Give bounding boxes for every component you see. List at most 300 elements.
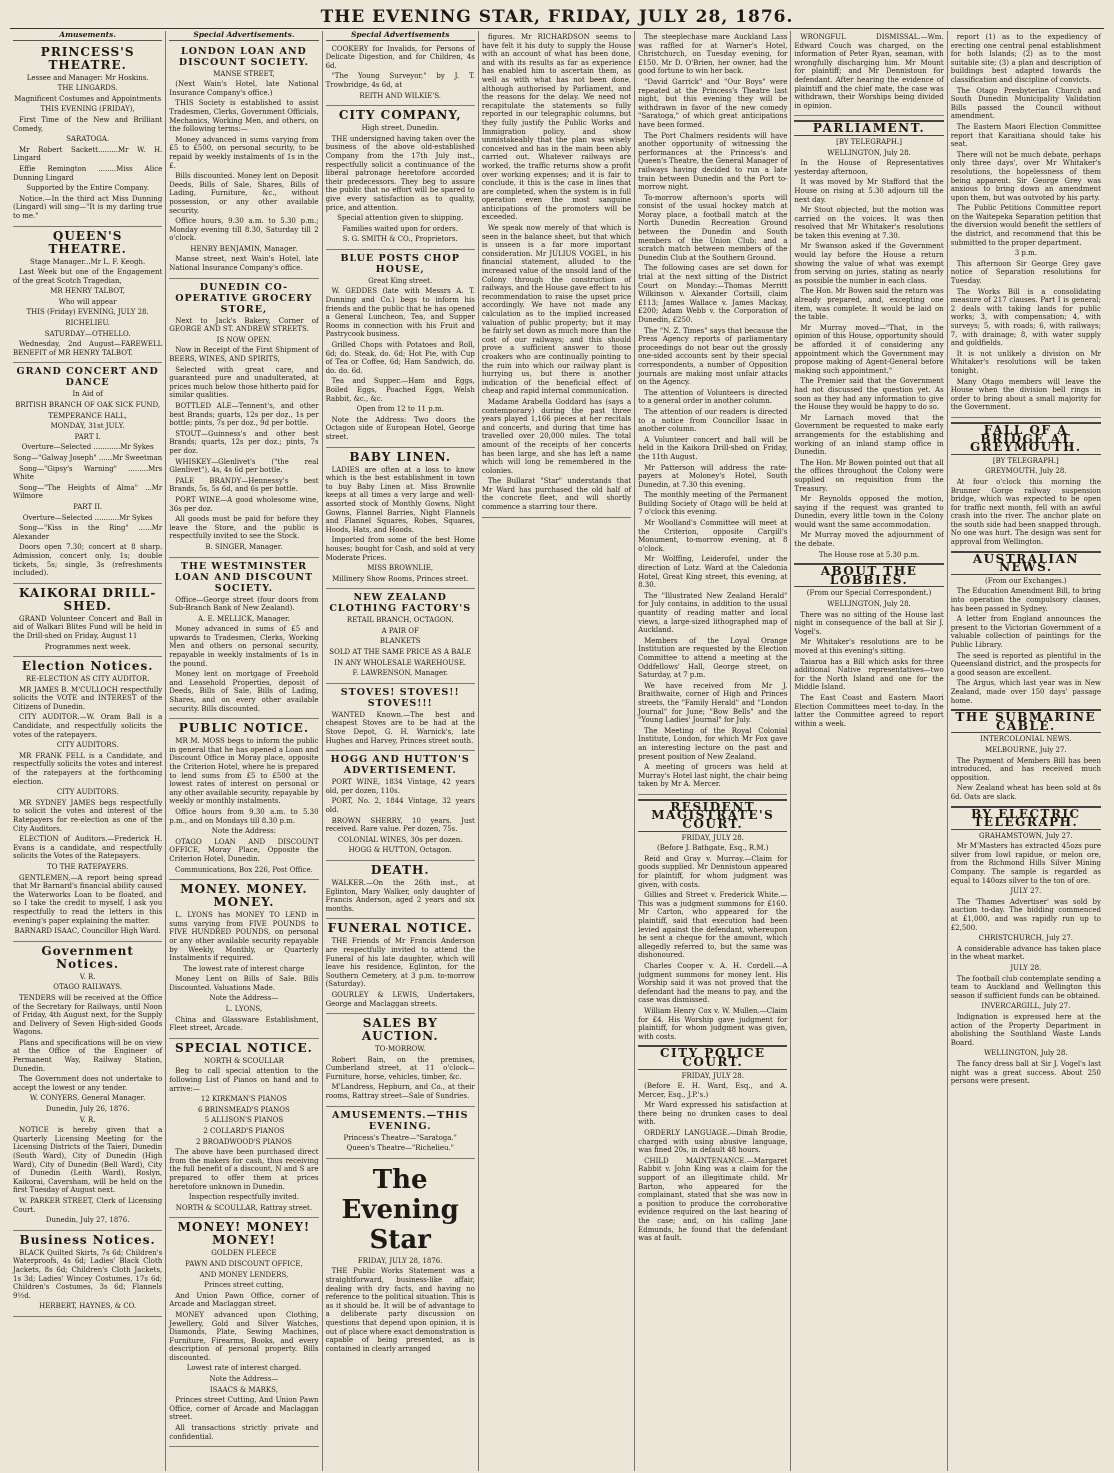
advertisement: [794, 31, 943, 116]
text-line: Note the Address—: [209, 1375, 279, 1384]
text-line: OTAGO RAILWAYS.: [53, 983, 123, 992]
text-line: Charles Cooper v. A. H. Cordell.—A judgment summons for money lent. His Worship said it was not proved that the defendant had the means to pay, and the case was dismissed.: [638, 961, 788, 1005]
columns: [10, 31, 1104, 1471]
ad-heading: QUEEN'S THEATRE.: [48, 228, 127, 256]
text-line: The attention of Volunteers is directed to a general order in another column.: [638, 388, 788, 406]
text-line: CHILD MAINTENANCE.—Margaret Rabbit v. John King was a claim for the support of an illegitimate child. Mr Barton, who appeared for the complainant, stated that she was now in a position to produce the corroborative evidence required on the last hearing of the case; and, on his calling Jane Edmunds, he found that the defendant was at fault.: [638, 1156, 788, 1243]
text-line: MANSE STREET,: [213, 69, 275, 78]
text-line: INVERCARGILL, July 27.: [981, 1002, 1071, 1011]
text-line: FRIDAY, JULY 28, 1876.: [357, 1256, 443, 1265]
text-line: TEMPERANCE HALL,: [48, 411, 127, 420]
text-line: PART I.: [74, 432, 101, 441]
text-line: At four o'clock this morning the Brunner Gorge railway suspension bridge, which was expected to be open for traffic next month, fell with an awful crash into the river. The anchor plate on the south side had been snapped through. No one was hurt. The design was sent for approval from Wellington.: [950, 477, 1101, 547]
advertisement: [326, 1014, 475, 1107]
text-line: 6 BRINSMEAD'S PIANOS: [197, 1105, 290, 1114]
ad-heading: HOGG AND HUTTON'S ADVERTISEMENT.: [330, 754, 470, 777]
text-line: Song—"Galway Joseph" ......Mr Sweetman: [13, 454, 163, 462]
masthead: THE EVENING STAR, FRIDAY, JULY 28, 1876.: [320, 7, 794, 27]
text-line: Mr M'Masters has extracted 45ozs pure silver from Iowl rapidue, or melon ore, from the Richmond Hills Silver Mining Company. The sample is regarded as equal to 140ozs silver to the ton of ore.: [950, 842, 1101, 885]
text-line: RE-ELECTION AS CITY AUDITOR.: [25, 675, 150, 684]
advertisement: [169, 1039, 318, 1219]
text-line: Office—George street (four doors from Sub-Branch Bank of New Zealand).: [169, 595, 319, 613]
advertisement: [169, 719, 318, 880]
text-line: STOUT—Guinness's and other best Brands; quarts, 12s per doz.; pints, 7s per doz.: [169, 429, 319, 455]
advertisement: [13, 363, 162, 583]
text-line: MR FRANK FELL is a Candidate, and respectfully solicits the votes and interest of the ratepayers at the forthcoming election.: [13, 751, 163, 786]
news-section: [951, 422, 1101, 547]
text-line: The "Illustrated New Zealand Herald" for July contains, in addition to the usual quantity of reading matter and local views, a large-sized lithographed map of Auckland.: [638, 591, 788, 635]
ad-heading: CITY COMPANY,: [338, 108, 462, 123]
section-heading: RESIDENT MAGISTRATE'S COURT.: [638, 799, 787, 832]
news-section: [951, 709, 1101, 801]
advertisement: [13, 657, 162, 942]
advertisement: [13, 942, 162, 1231]
advertisement: [326, 250, 475, 448]
text-line: (Next Wain's Hotel, late National Insurance Company's office.): [169, 80, 319, 97]
column-4: [479, 31, 635, 1471]
ad-heading: KAIKORAI DRILL-SHED.: [18, 585, 157, 613]
ad-heading: THE WESTMINSTER LOAN AND DISCOUNT SOCIETY.: [174, 560, 314, 594]
text-line: GRAND Volunteer Concert and Ball in aid of Walkari Blites Fund will be held in the Drill-shed on Friday, August 11: [13, 614, 163, 640]
ad-heading: Government Notices.: [41, 943, 134, 971]
text-line: CITY AUDITOR.—W. Oram Ball is a Candidate, and respectfully solicits the votes of the ratepayers.: [13, 713, 163, 739]
text-line: In the House of Representatives yesterday afternoon,: [794, 159, 944, 176]
text-line: 2 BROADWOOD'S PIANOS: [195, 1137, 292, 1146]
text-line: Communications, Box 226, Post Office.: [174, 865, 313, 874]
text-line: A PAIR OF: [381, 626, 419, 635]
text-line: BARNARD ISAAC, Councillor High Ward.: [14, 927, 161, 936]
advertisement: [326, 1165, 475, 1354]
text-line: First Time of the New and Brilliant Comedy,: [13, 115, 163, 133]
text-line: Office hours, 9.30 a.m. to 5.30 p.m.; Monday evening till 8.30, Saturday till 2 o'clock.: [169, 217, 319, 243]
text-line: Special attention given to shipping.: [337, 214, 464, 223]
text-line: The Port Chalmers residents will have another opportunity of witnessing the performances at the Princess's and Queen's Theatre, the General Manager of railways having decided to run a late train between Dunedin and the Port to-morrow night.: [638, 131, 788, 192]
text-line: WALKER.—On the 26th inst., at Eglinton, Mary Walker, only daughter of Francis Anderson, aged 2 years and six months.: [325, 878, 475, 913]
advertisement: [13, 1231, 162, 1317]
text-line: The Payment of Members Bill has been introduced, and has received much opposition.: [950, 756, 1101, 782]
news-section: [638, 1045, 787, 1242]
advertisement: [169, 43, 318, 279]
column-2: [166, 31, 322, 1471]
text-line: BRITISH BRANCH OF OAK SICK FUND,: [15, 401, 161, 410]
text-line: PALE BRANDY—Hennessy's best Brands, 5s, 5s 6d, and 6s per bottle.: [169, 476, 319, 494]
text-line: In Aid of: [72, 390, 103, 399]
text-line: Madame Arabella Goddard has (says a contemporary) during the past three years played 1,166 pieces at her recitals and concerts, and during that time has travelled over 20,000 miles. The total amount of the receipts of her concerts has been large, and she has left a name which will long be remembered in the colonies.: [481, 397, 632, 475]
text-line: WELLINGTON, July 28.: [827, 600, 911, 609]
ad-heading: STOVES! STOVES!! STOVES!!!: [340, 686, 460, 709]
text-line: WELLINGTON, July 28.: [984, 1049, 1068, 1058]
advertisement: [169, 279, 318, 558]
text-line: Mr Woolland's Committee will meet at the Criterion, opposite Cargill's Monument, to-morrow evening, at 8 o'clock.: [638, 519, 788, 553]
text-line: The Hon. Mr Bowen pointed out that all the offices throughout the Colony were supplied on requisition from the Treasury.: [794, 458, 944, 493]
text-line: Lessee and Manager: Mr Hoskins.: [26, 73, 149, 82]
ad-heading: Election Notices.: [21, 659, 154, 674]
text-line: FRIDAY, JULY 28.: [681, 833, 744, 842]
text-line: IS NOW OPEN.: [216, 335, 272, 344]
text-line: Princess's Theatre—"Saratoga.": [343, 1133, 457, 1142]
text-line: The Otago Presbyterian Church and South Dunedin Municipality Validation Bills passed the Council without amendment.: [950, 86, 1101, 121]
text-line: GENTLEMEN,—A report being spread that Mr Barnard's financial ability caused the Waterworks Loan to be floated, and so I take the credit to myself, I ask you respectfully to read the letters in this evening's paper explaining the matter.: [13, 873, 163, 925]
ad-heading: GRAND CONCERT AND DANCE: [16, 366, 159, 389]
text-line: V. R.: [79, 972, 96, 981]
text-line: MISS BROWNLIE,: [367, 564, 434, 573]
news-section: [951, 806, 1101, 1086]
text-line: Money lent on mortgage of Freehold and Leasehold Properties, deposit of Deeds, Bills of Sale, Bills of Lading, Shares, and on every other available security. Bills discounted.: [169, 670, 319, 713]
ad-heading: NEW ZEALAND CLOTHING FACTORY'S: [329, 592, 472, 615]
text-line: Dunedin, July 27, 1876.: [45, 1216, 130, 1225]
news-section: [638, 799, 787, 1041]
text-line: Last Week but one of the Engagement of the great Scotch Tragedian,: [13, 268, 163, 285]
text-line: PART II.: [73, 502, 103, 511]
advertisement: [13, 227, 162, 364]
advertisement: [326, 589, 475, 684]
text-line: A Volunteer concert and ball will be held in the Kaikora Drill-shed on Friday, the 11th August.: [638, 435, 788, 461]
text-line: MONDAY, 31st JULY.: [50, 422, 125, 431]
text-line: Princes street cutting,: [204, 1281, 284, 1290]
text-line: THIS (Friday) EVENING, JULY 28.: [26, 308, 149, 317]
text-line: Mr Swanson asked if the Government would lay before the House a return showing the value of what was exempt from serving on juries, stating as nearly as possible the number in each class.: [794, 242, 944, 285]
text-line: GOURLEY & LEWIS, Undertakers, George and Maclaggan streets.: [325, 990, 475, 1008]
ad-heading: DEATH.: [370, 862, 430, 877]
text-line: MR SYDNEY JAMES begs respectfully to solicit the votes and interest of the Ratepayers for re-election as one of the City Auditors.: [13, 798, 163, 833]
text-line: BLACK Quilted Skirts, 7s 6d; Children's Waterproofs, 4s 6d; Ladies' Black Cloth Jackets, 8s 6d; Children's Cloth Jackets, 1s 3d; Ladies' Wincey Costumes, 17s 6d; Children's Costumes, 3s 6d; Flannels 9½d.: [13, 1248, 163, 1300]
text-line: This afternoon Sir George Grey gave notice of Separation resolutions for Tuesday.: [950, 259, 1101, 286]
text-line: COLONIAL WINES, 30s per dozen.: [337, 835, 463, 844]
text-line: CHRISTCHURCH, July 27.: [978, 934, 1074, 943]
text-line: It was moved by Mr Stafford that the House on rising at 5.30 adjourn till the next day.: [794, 178, 944, 204]
text-line: Taiaroa has a Bill which asks for three additional Native representatives—two for the North Island and one for the Middle Island.: [794, 657, 944, 692]
text-line: (From our Special Correspondent.): [806, 589, 932, 598]
text-line: Mr Murray moved the adjournment of the debate.: [794, 531, 944, 549]
text-line: All goods must be paid for before they leave the Store, and the public is respectfully invited to see the Stock.: [169, 515, 319, 541]
text-line: A meeting of grocers was held at Murray's Hotel last night, the chair being taken by Mr A. Mercer.: [638, 763, 788, 789]
text-line: WANTED Known.—The best and cheapest Stoves are to be had at the Stove Depot, G. H. Warnick's, late Hughes and Harvey, Princes street south.: [325, 710, 475, 745]
text-line: The Hon. Mr Bowen said the return was already prepared, and, excepting one item, was complete. It would be laid on the table.: [794, 287, 944, 322]
text-line: W. PARKER STREET, Clerk of Licensing Court.: [13, 1196, 163, 1214]
ad-heading: BLUE POSTS CHOP HOUSE,: [340, 252, 460, 275]
text-line: Beg to call special attention to the following List of Pianos on hand and to arrive:—: [169, 1067, 319, 1093]
text-line: SARATOGA.: [66, 135, 110, 144]
text-line: Plans and specifications will be on view at the Office of the Engineer of Permanent Way, Railway Station, Dunedin.: [13, 1038, 163, 1073]
text-line: Stage Manager...Mr L. F. Keogh.: [30, 257, 146, 266]
text-line: BROWN SHERRY, 10 years. Just received. Rare value. Per dozen, 75s.: [325, 816, 475, 834]
text-line: The Bullarat "Star" understands that Mr Ward has purchased the old half of the concrete fleet, and will shortly commence a starring tour there.: [481, 477, 632, 512]
text-line: THE LINGARDS.: [57, 84, 118, 93]
text-line: The seed is reported as plentiful in the Queensland district, and the prospects for a good season are excellent.: [950, 651, 1101, 677]
text-line: There will not be much debate, perhaps only three days', over Mr Whitaker's resolutions, the hopelessness of them being apparent. Sir George Grey was anxious to bring down an amendment upon them, but was outvoted by his party.: [950, 150, 1101, 202]
text-line: PORT WINE, 1834 Vintage, 42 years old, per dozen, 110s.: [325, 778, 475, 795]
text-line: Song—"Kiss in the Ring" ......Mr Alexander: [13, 524, 163, 541]
text-line: figures. Mr RICHARDSON seems to have felt it his duty to supply the House with an account of what has been done, and with its results as far as experience has enabled him to ascertain them, as well as with what has not been done, although authorised by Parliament, and the reasons for the delay. We need not recapitulate the statements so fully reported in our telegraphic columns, but they fully justify the Public Works and Immigration policy, and show unmistakeably that the plan was wisely conceived and has in the main been ably carried out. Whatever railways are worked, the traffic returns show a profit over working expenses; and it is fair to conclude, it this is the case in lines that are completed, when the system is in full operation even the most sanguine anticipations of the promoters will be exceeded.: [481, 33, 632, 222]
text-line: The attention of our readers is directed to a notice from Councillor Isaac in another column.: [638, 407, 788, 434]
text-line: It is not unlikely a division on Mr Whitaker's resolutions will be taken tonight.: [950, 349, 1101, 375]
text-line: The monthly meeting of the Permanent Building Society of Otago will be held at 7 o'clock this evening.: [638, 491, 788, 517]
advertisement: [482, 31, 631, 518]
text-line: All transactions strictly private and confidential.: [169, 1424, 319, 1441]
text-line: The fancy dress ball at Sir J. Vogel's last night was a great success. About 250 persons were present.: [950, 1059, 1101, 1086]
section-heading: CITY POLICE COURT.: [638, 1045, 787, 1069]
text-line: Programmes next week.: [44, 642, 131, 651]
text-line: Overture—Selected ............Mr Sykes: [21, 443, 154, 452]
advertisement: [326, 43, 475, 107]
column-1: [10, 31, 166, 1471]
section-heading: AUSTRALIAN NEWS.: [951, 551, 1101, 575]
text-line: MR M. MOSS begs to inform the public in general that he has opened a Loan and Discount Office in Moray place, opposite the Criterion Hotel, where he is prepared to lend sums from £5 to £500 at the lowest rates of interest on personal or any other available security, repayable by weekly or monthly instalments.: [169, 737, 319, 806]
text-line: The above have been purchased direct from the makers for cash, thus receiving the full benefit of a discount, N and S are prepared to offer them at prices heretofore unknown in Dunedin.: [169, 1148, 319, 1191]
text-line: RETAIL BRANCH, OCTAGON.: [346, 616, 454, 625]
text-line: The Eastern Maori Election Committee report that Karaitiana should take his seat.: [950, 122, 1101, 149]
column-3: [323, 31, 479, 1471]
text-line: The House rose at 5.30 p.m.: [818, 550, 920, 559]
advertisement: [169, 1218, 318, 1447]
text-line: Robert Bain, on the premises, Cumberland street, at 11 o'clock—Furniture, horse, vehicles, timber, &c.: [325, 1055, 475, 1081]
text-line: Next to Jack's Bakery, Corner of GEORGE AND ST. ANDREW STREETS.: [169, 316, 319, 334]
text-line: Indignation is expressed here at the action of the Property Department in abolishing the Southland Waste Lands Board.: [950, 1012, 1101, 1047]
text-line: B. SINGER, Manager.: [205, 542, 283, 551]
text-line: Great King street.: [368, 276, 433, 285]
text-line: Mr Stout objected, but the motion was carried on the voices. It was then resolved that Mr Whitaker's resolutions be taken this evening at 7.30.: [794, 206, 944, 240]
text-line: [BY TELEGRAPH.]: [836, 137, 902, 146]
advertisement: [326, 684, 475, 751]
text-line: THIS Society is established to assist Tradesmen, Clerks, Government Officials, Mechanics, Working Men, and others, on the following terms:—: [169, 99, 319, 134]
advertisement: [13, 43, 162, 227]
text-line: Mr Ward expressed his satisfaction at there being no drunken cases to deal with.: [638, 1101, 788, 1127]
ad-heading: DUNEDIN CO-OPERATIVE GROCERY STORE,: [175, 281, 313, 315]
news-section: [794, 120, 943, 559]
ad-heading: Business Notices.: [19, 1232, 156, 1247]
text-line: HERBERT, HAYNES, & CO.: [39, 1302, 137, 1311]
text-line: The lowest rate of interest charge: [183, 964, 305, 973]
text-line: The following cases are set down for trial at the next sitting of the District Court on Monday:—Thomas Merritt Wilkinson v. Alexander Cortsill, claim £113; James Wallace v. James Mackay, £200; Adam Webb v. the Corporation of Dunedin, £250.: [638, 264, 788, 324]
advertisement: [326, 106, 475, 250]
ad-heading: FUNERAL NOTICE.: [327, 921, 473, 936]
text-line: PORT, No. 2, 1844 Vintage, 32 years old.: [325, 797, 475, 814]
section-heading: THE SUBMARINE CABLE.: [951, 709, 1101, 733]
text-line: LADIES are often at a loss to know which is the best establishment in town to buy Baby Linen at. Miss Brownlie keeps at all times a very large and well-assorted stock of Monthly Gowns, Night Gowns, Flannel Barries, Night Flannels and Flannel Squares, Robes, Squares, Hoods, Hats, and Hoods.: [325, 465, 475, 534]
text-line: Doors open 7.30; concert at 8 sharp. Admission, concert only, 1s; double tickets, 5s; single, 3s (refreshments included).: [13, 543, 163, 578]
text-line: COOKERY for Invalids, for Persons of Delicate Digestion, and for Children, 4s 6d.: [325, 44, 475, 70]
text-line: GRAHAMSTOWN, July 27.: [979, 831, 1073, 840]
text-line: "The Young Surveyor," by J. T. Trowbridge, 4s 6d, at: [325, 72, 475, 89]
text-line: A letter from England announces the present to the Victorian Government of a valuable collection of paintings for the Public Library.: [950, 615, 1101, 649]
text-line: Dunedin, July 26, 1876.: [45, 1105, 130, 1114]
text-line: Wednesday, 2nd August—FAREWELL BENEFIT of MR HENRY TALBOT.: [13, 340, 163, 357]
advertisement: [169, 880, 318, 1039]
text-line: The East Coast and Eastern Maori Election Committees meet to-day. In the latter the Committee agreed to report within a week.: [794, 693, 944, 728]
text-line: (Before J. Bathgate, Esq., R.M.): [657, 844, 769, 853]
advertisement: [326, 448, 475, 590]
text-line: "David Garrick" and "Our Boys" were repeated at the Princess's Theatre last night, but this evening they will be withdrawn in favor of the new comedy "Saratoga," of which great anticipations have been formed.: [638, 77, 788, 129]
text-line: THE Public Works Statement was a straightforward, business-like affair, dealing with dry facts, and having no reference to the political situation. This is as it should be. It will be of advantage to a deliberate party discussion on questions that depend upon opinion, it is out of place where exact demonstration is capable of being presented, as is contained in clearly arranged: [325, 1267, 475, 1353]
text-line: Tea and Supper.—Ham and Eggs, Boiled Eggs, Poached Eggs, Welsh Rabbit, &c., &c.: [325, 377, 475, 403]
text-line: IN ANY WHOLESALE WAREHOUSE.: [334, 658, 467, 667]
text-line: Families waited upon for orders.: [342, 224, 458, 233]
text-line: NOTICE is hereby given that a Quarterly Licensing Meeting for the Licensing Districts of the Taieri, Dunedin (South Ward), City of Dunedin (High Ward), City of Dunedin (Bell Ward), City of Dunedin (Leith Ward), Roslyn, Kaikorai, Caversham, will be held on the first Tuesday of August next.: [13, 1126, 163, 1195]
text-line: We have received from Mr J. Braithwaite, corner of High and Princes streets, the "Family Herald" and "London Journal" for June; "Bow Bells" and the "Young Ladies' Journal" for July.: [638, 681, 788, 725]
text-line: JULY 28.: [1010, 964, 1042, 972]
text-line: We speak now merely of that which is seen in the balance sheet, but that which is unseen is a far more important consideration. Mr JULIUS VOGEL, in his financial statement, alluded to the increased value of the unsold land of the Colony through the construction of railways, and the House gave effect to his recommendation to raise the upset price accordingly. We have not made any calculation as to the implied increased valuation of public property; but it may be fairly set down as much more than the cost of our railways; and this should prove a sufficient answer to those croakers who are continually pointing to the ruin into which our railway plant is hurrying us, but there is another indication of the beneficial effect of cheap and rapid internal communication.: [481, 224, 632, 396]
section-heading: BY ELECTRIC TELEGRAPH.: [951, 806, 1101, 830]
text-line: A. E. MELLICK, Manager.: [197, 614, 290, 623]
text-line: Mr Patterson will address the rate-payers at Moloney's Hotel, South Dunedin, at 7.30 this evening.: [638, 463, 788, 489]
advertisement: [169, 558, 318, 720]
text-line: OTAGO LOAN AND DISCOUNT OFFICE, Moray Place, Opposite the Criterion Hotel, Dunedin.: [169, 837, 319, 863]
text-line: Song—"The Heights of Alma" ...Mr Wilmore: [13, 483, 163, 501]
text-line: BLANKETS: [379, 637, 421, 646]
text-line: Money advanced in sums of £5 and upwards to Tradesmen, Clerks, Working Men and others on personal security, repayable in weekly instalments of 1s in the pound.: [169, 625, 319, 668]
text-line: [BY TELEGRAPH.]: [992, 456, 1059, 465]
text-line: Mr Murray moved—"That, in the opinion of this House, opportunity should be afforded it of considering any appointment which the Government may propose making of Agent-General before making such appointment.": [794, 323, 944, 375]
text-line: WELLINGTON, July 28.: [827, 148, 911, 157]
column-heading: Amusements.: [13, 31, 162, 41]
text-line: TO THE RATEPAYERS.: [47, 862, 129, 871]
text-line: Queen's Theatre—"Richelieu.": [346, 1144, 454, 1153]
text-line: Magnificent Costumes and Appointments: [14, 94, 162, 103]
text-line: The steeplechase mare Auckland Lass was raffled for at Warner's Hotel, Christchurch, on Tuesday evening, for £150. Mr D. O'Brien, her owner, had the good fortune to win her back.: [638, 33, 788, 76]
text-line: Inspection respectfully invited.: [188, 1193, 300, 1202]
column-heading: Special Advertisements.: [169, 31, 318, 41]
text-line: ISAACS & MARKS,: [209, 1385, 278, 1394]
text-line: F. LAWRENSON, Manager.: [352, 669, 448, 678]
text-line: Imported from some of the best Home houses; bought for Cash, and sold at very Moderate Prices.: [325, 536, 475, 562]
text-line: Office hours from 9.30 a.m. to 5.30 p.m., and on Mondays till 8.30 p.m.: [169, 807, 319, 825]
text-line: THIS EVENING (FRIDAY),: [40, 105, 135, 114]
text-line: The football club contemplate sending a team to Auckland and Wellington this season if sufficient funds can be obtained.: [950, 974, 1101, 1000]
text-line: TO-MORROW.: [374, 1045, 426, 1054]
text-line: PORT WINE—A good wholesome wine, 36s per doz.: [169, 495, 319, 513]
text-line: William Henry Cox v. W. Mullen.—Claim for £4. His Worship gave judgment for plaintiff, for whom judgment was given, with costs.: [638, 1006, 788, 1041]
ad-heading: SPECIAL NOTICE.: [175, 1040, 313, 1055]
text-line: SATURDAY—OTHELLO.: [44, 329, 131, 338]
text-line: ELECTION of Auditors.—Frederick H. Evans is a candidate, and respectfully solicits the Votes of the Ratepayers.: [13, 835, 163, 861]
advertisement: [13, 584, 162, 657]
text-line: HENRY BENJAMIN, Manager.: [190, 244, 298, 253]
text-line: 12 KIRKMAN'S PIANOS: [200, 1095, 287, 1104]
text-line: China and Glassware Establishment, Fleet street, Arcade.: [169, 1015, 319, 1033]
text-line: L. LYONS,: [225, 1005, 263, 1014]
text-line: Members of the Loyal Orange Institution are requested by the Election Committee to attend a meeting at the Oddfellows' Hall, George street, on Saturday, at 7 p.m.: [638, 636, 788, 680]
text-line: REITH AND WILKIE'S.: [359, 91, 441, 100]
text-line: JULY 27.: [1010, 887, 1042, 896]
text-line: Note the Address:: [211, 827, 277, 836]
text-line: Note the Address—: [209, 994, 279, 1003]
news-section: [794, 563, 943, 728]
text-line: S. G. SMITH & CO., Proprietors.: [342, 235, 458, 244]
text-line: Note the Address: Two doors the Octagon side of European Hotel, George street.: [325, 415, 475, 441]
ad-heading: MONEY! MONEY! MONEY!: [177, 1220, 311, 1248]
column-6: [791, 31, 947, 1471]
ad-heading: BABY LINEN.: [349, 449, 452, 464]
text-line: THE undersigned having taken over the business of the above old-established Company from the 17th July inst., respectfully solicit a continuance of the liberal patronage heretofore accorded their predecessors. They beg to assure the public that no effort will be spared to give every satisfaction as to quality, price, and attention.: [325, 134, 475, 212]
text-line: Mr Robert Sackett.........Mr W. H. Lingard: [13, 145, 163, 163]
text-line: Gillies and Street v. Frederick White.—This was a judgment summons for £160. Mr Carton, who appeared for the plaintiff, said that execution had been levied against the defendant, whereupon he sent a cheque for the amount, which allegedly referred to, but the same was dishonoured.: [638, 891, 788, 960]
text-line: ORDERLY LANGUAGE.—Dinah Brodie, charged with using abusive language, was fined 20s, in default 48 hours.: [638, 1129, 788, 1155]
text-line: Princes street Cutting, And Union Pawn Office, corner of Arcade and Maclaggan street.: [169, 1396, 319, 1422]
text-line: (From our Exchanges.): [985, 576, 1067, 585]
advertisement: [951, 31, 1101, 418]
text-line: Open from 12 to 11 p.m.: [356, 405, 444, 414]
ad-heading: PUBLIC NOTICE.: [178, 721, 310, 736]
text-line: MELBOURNE, July 27.: [984, 745, 1067, 754]
text-line: CITY AUDITORS.: [56, 741, 119, 750]
ad-heading: PRINCESS'S THEATRE.: [40, 44, 135, 72]
text-line: Reid and Gray v. Murray.—Claim for goods supplied. Mr Dennistoun appeared for plaintiff, for whom judgment was given, with costs.: [638, 854, 788, 889]
text-line: GOLDEN FLEECE: [211, 1249, 277, 1258]
text-line: Now in Receipt of the First Shipment of BEERS, WINES, AND SPIRITS,: [169, 346, 319, 364]
text-line: WHISKEY—Glenlivet's ("the real Glenlivet"), 4s, 4s 6d per bottle.: [169, 457, 319, 475]
text-line: Song—"Gipsy's Warning" .........Mrs White: [13, 464, 163, 482]
text-line: Many Otago members will leave the House when the division bell rings in order to bring about a small majority for the Government.: [950, 377, 1101, 412]
text-line: 5 ALLISON'S PIANOS: [204, 1116, 284, 1125]
text-line: The Meeting of the Royal Colonial Institute, London, for which Mr Fox gave an interesting lecture on the past and present position of New Zealand.: [638, 726, 788, 761]
text-line: Selected with great care, and guaranteed pure and unadulterated, at prices much below those hitherto paid for similar qualities.: [169, 365, 319, 400]
text-line: NORTH & SCOULLAR: [203, 1056, 284, 1065]
text-line: HOGG & HUTTON, Octagon.: [348, 846, 452, 855]
advertisement: [326, 1107, 475, 1159]
text-line: 2 COLLARD'S PIANOS: [203, 1127, 285, 1135]
text-line: Notice.—In the third act Miss Dunning (Lingard) will sing—"It is my darling true to me.": [13, 194, 163, 220]
text-line: The "N. Z. Times" says that because the Press Agency reports of parliamentary proceedings do not bear out the grossly one-sided accounts sent by their special correspondents, a number of Opposition journals are making most unfair attacks on the Agency.: [638, 326, 788, 387]
text-line: M'Landress, Hepburn, and Co., at their rooms, Rattray street—Sale of Sundries.: [325, 1083, 475, 1101]
text-line: Supported by the Entire Company.: [26, 184, 150, 193]
text-line: INTERCOLONIAL NEWS.: [980, 735, 1072, 744]
text-line: Effie Remington ........Miss Alice Dunning Lingard: [13, 164, 163, 182]
text-line: L. LYONS has MONEY TO LEND in sums varying from FIVE POUNDS to FIVE HUNDRED POUNDS, on personal or any other available security repayable by Weekly, Monthly, or Quarterly Instalments if required.: [169, 911, 319, 963]
ad-heading: SALES BY AUCTION.: [361, 1016, 439, 1044]
text-line: (Before E. H. Ward, Esq., and A. Mercer, Esq., J.P.'s.): [638, 1082, 788, 1099]
text-line: Bills discounted. Money lent on Deposit Deeds, Bills of Sale, Shares, Bills of Lading, Furniture, &c., without possession, or any other available security.: [169, 172, 319, 215]
text-line: To-morrow afternoon's sports will consist of the usual hockey match at Moray place, a football match at the North Dunedin Recreation Ground between the Dunedin and South members of the Union Club; and a scratch match between members of the Dunedin Club at the Southern Ground.: [638, 193, 788, 262]
text-line: Who will appear: [58, 297, 117, 306]
advertisement: [326, 919, 475, 1014]
section-heading: ABOUT THE LOBBIES.: [794, 563, 943, 587]
text-line: The Public Petitions Committee report on the Waitepeka Separation petition that the diversion would benefit the settlers of the district, and recommend that this be submitted to the proper department.: [950, 204, 1101, 247]
news-section: [951, 551, 1101, 706]
text-line: The Government does not undertake to accept the lowest or any tender.: [13, 1075, 163, 1092]
text-line: CITY AUDITORS.: [56, 788, 119, 797]
text-line: The Education Amendment Bill, to bring into operation the compulsory clauses, has been passed in Sydney.: [950, 587, 1101, 613]
text-line: MR HENRY TALBOT,: [50, 287, 126, 296]
text-line: The 'Thames Advertiser' was sold by auction to-day. The bidding commenced at £1,000, and was rapidly run up to £2,500.: [950, 897, 1101, 932]
advertisement: [326, 751, 475, 861]
text-line: report (1) as to the expediency of erecting one central penal establishment for both Islands; (2) as to the most suitable site; (3) a plan and description of buildings best adapted towards the classification and discipline of convicts.: [950, 33, 1101, 84]
advertisement: [638, 31, 787, 795]
text-line: The Works Bill is a consolidating measure of 217 clauses. Part I is general; 2 deals with taking lands for public works; 3, with compensation; 4, with surveys; 5, with roads; 6, with railways; 7, with drainage; 8, with water supply and goldfields.: [950, 287, 1101, 348]
ad-heading: AMUSEMENTS.—THIS EVENING.: [331, 1109, 469, 1132]
text-line: There was no sitting of the House last night in consequence of the ball at Sir J. Vogel's.: [794, 610, 944, 636]
text-line: W. GEDDES (late with Messrs A. T. Dunning and Co.) begs to inform his friends and the public that he has opened a General Luncheon, Tea, and Supper Rooms in connection with his Fruit and Pastrycook business.: [325, 287, 475, 339]
text-line: Mr Larnach moved that the Government be requested to make early arrangements for the establishing and working of an inland stamp office in Dunedin.: [794, 413, 944, 457]
text-line: Overture—Selected ...........Mr Sykes: [22, 513, 153, 522]
text-line: PAWN AND DISCOUNT OFFICE,: [185, 1259, 303, 1268]
text-line: Lowest rate of interest charged.: [186, 1364, 302, 1373]
text-line: 3 p.m.: [1014, 249, 1037, 258]
text-line: NORTH & SCOULLAR, Rattray street.: [175, 1203, 313, 1212]
ad-heading: MONEY. MONEY. MONEY.: [180, 882, 308, 910]
text-line: WRONGFUL DISMISSAL.—Wm. Edward Couch was charged, on the information of Peter Ryan, seaman, with wrongfully discharging him. Mr Mount for plaintiff; and Mr Dennistoun for defendant. After hearing the evidence of plaintiff and the chief mate, the case was withdrawn, their Worships being divided in opinion.: [794, 33, 944, 110]
text-line: V. R.: [79, 1115, 96, 1124]
text-line: FRIDAY, JULY 28.: [681, 1071, 744, 1080]
text-line: Money Lent on Bills of Sale. Bills Discounted. Valuations Made.: [169, 975, 319, 992]
text-line: And Union Pawn Office, corner of Arcade and Maclaggan street.: [169, 1291, 319, 1309]
text-line: MR JAMES B. M'CULLOCH respectfully solicits the VOTE and INTEREST of the Citizens of Dunedin.: [13, 685, 163, 711]
text-line: A considerable advance has taken place in the wheat market.: [950, 944, 1101, 962]
text-line: Mr Whitaker's resolutions are to be moved at this evening's sitting.: [794, 638, 944, 655]
text-line: Mr Reynolds opposed the motion, saying if the request was granted to Dunedin, every little town in the Colony would want the same accommodation.: [794, 495, 944, 529]
editorial-masthead: The Evening Star: [341, 1164, 459, 1255]
column-heading: Special Advertisements: [326, 31, 475, 41]
text-line: RICHELIEU.: [65, 319, 110, 328]
